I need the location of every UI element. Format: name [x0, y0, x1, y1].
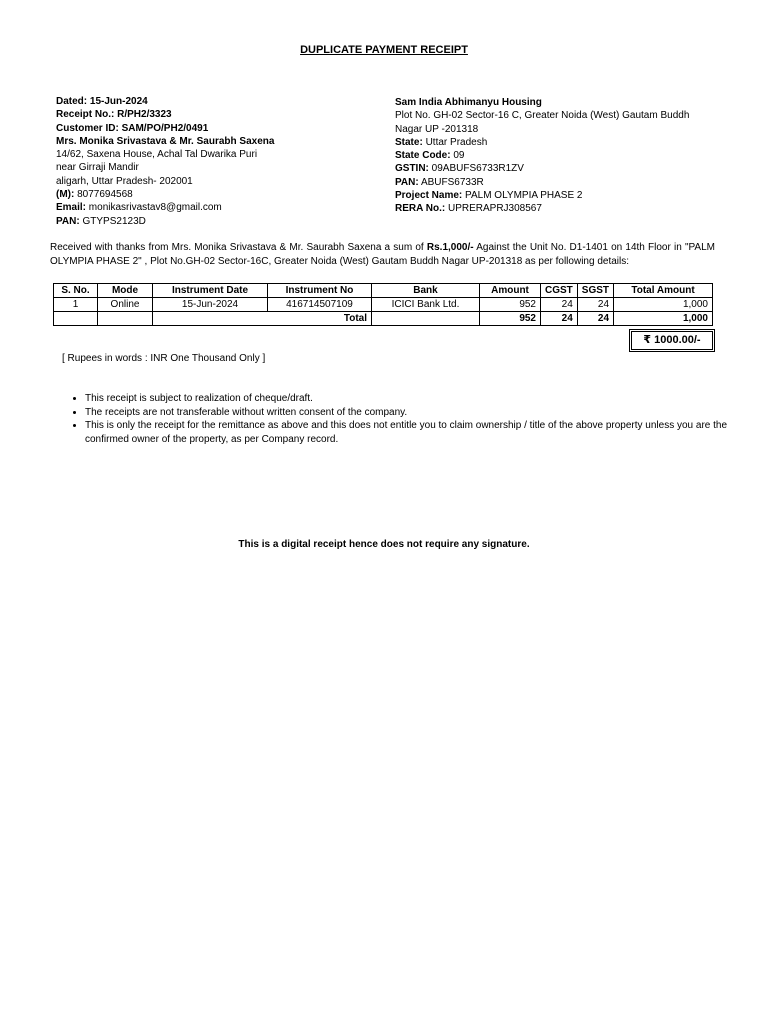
- dated-label: Dated:: [56, 96, 88, 107]
- total-label: Total: [153, 312, 372, 326]
- column-header: SGST: [577, 284, 613, 298]
- column-header: Mode: [98, 284, 153, 298]
- state-code-label: State Code:: [395, 150, 451, 162]
- table-cell: 24: [541, 298, 578, 312]
- customer-id-label: Customer ID:: [56, 122, 119, 134]
- page-title: DUPLICATE PAYMENT RECEIPT: [300, 44, 468, 56]
- receipt-paragraph: [50, 241, 715, 269]
- state-line: [395, 136, 695, 149]
- rera-value: UPRERAPRJ308567: [447, 203, 542, 215]
- table-cell: [372, 312, 480, 326]
- customer-name: Mrs. Monika Srivastava & Mr. Saurabh Saxena: [56, 135, 275, 147]
- payment-table: [53, 283, 713, 326]
- table-row: [54, 298, 713, 312]
- table-cell: 15-Jun-2024: [153, 298, 268, 312]
- dated-line: [56, 95, 376, 108]
- amount-in-words: [ Rupees in words : INR One Thousand Only ]: [62, 353, 266, 364]
- customer-id-line: [56, 122, 376, 135]
- table-total-row: [54, 312, 713, 326]
- receipt-number-line: [56, 108, 376, 121]
- table-cell: 416714507109: [268, 298, 372, 312]
- company-address: Plot No. GH-02 Sector-16 C, Greater Noida (West) Gautam Buddh Nagar UP -201318: [395, 110, 690, 135]
- boxed-total-amount: ₹ 1000.00/-: [631, 331, 713, 350]
- company-pan-value: ABUFS6733R: [420, 176, 484, 188]
- dated-value: 15-Jun-2024: [89, 96, 148, 107]
- address-line: aligarh, Uttar Pradesh- 202001: [56, 175, 193, 187]
- paragraph-amount: Rs.1,000/-: [426, 242, 474, 253]
- total-cgst: 24: [541, 312, 578, 326]
- address-line: near Girraji Mandir: [56, 162, 139, 174]
- company-details: [395, 96, 695, 216]
- column-header: Instrument Date: [153, 284, 268, 298]
- customer-id-value: SAM/PO/PH2/0491: [121, 122, 209, 134]
- paragraph-text-start: Received with thanks from Mrs. Monika Srivastava & Mr. Saurabh Saxena a sum of: [50, 242, 427, 253]
- project-value: PALM OLYMPIA PHASE 2: [465, 190, 583, 202]
- table-cell: 1: [54, 298, 98, 312]
- state-label: State:: [395, 136, 423, 148]
- gstin-label: GSTIN:: [395, 163, 429, 175]
- total-amount: 952: [480, 312, 541, 326]
- column-header: S. No.: [54, 284, 98, 298]
- table-cell: [98, 312, 153, 326]
- footer-note: This is a digital receipt hence does not require any signature.: [238, 539, 530, 550]
- table-cell: 952: [480, 298, 541, 312]
- receipt-number-value: R/PH2/3323: [117, 109, 172, 121]
- paragraph-text-end: Against the Unit No. D1-1401 on 14th Floor in "PALM OLYMPIA PHASE 2" , Plot No.GH-02 Sector-16C, Greater Noida (West) Gautam Buddh Nagar UP-201318 as per following details:: [50, 242, 715, 267]
- email-value: monikasrivastav8@gmail.com: [88, 202, 222, 214]
- customer-pan-label: PAN:: [56, 215, 80, 227]
- rera-label: RERA No.:: [395, 203, 446, 215]
- customer-details: [56, 95, 376, 228]
- column-header: Amount: [480, 284, 541, 298]
- state-code-value: 09: [453, 150, 465, 162]
- column-header: Total Amount: [614, 284, 713, 298]
- table-header-row: [54, 284, 713, 298]
- email-label: Email:: [56, 202, 87, 214]
- project-label: Project Name:: [395, 190, 463, 202]
- column-header: Instrument No: [268, 284, 372, 298]
- mobile-line: [56, 188, 376, 201]
- column-header: Bank: [372, 284, 480, 298]
- company-name: Sam India Abhimanyu Housing: [395, 97, 542, 108]
- email-line: [56, 201, 376, 214]
- gstin-value: 09ABUFS6733R1ZV: [431, 163, 524, 175]
- list-item: • The receipts are not transferable without written consent of the company.: [85, 406, 735, 420]
- list-item: • This receipt is subject to realization of cheque/draft.: [85, 392, 735, 406]
- table-cell: 1,000: [614, 298, 713, 312]
- column-header: CGST: [541, 284, 578, 298]
- list-item: • This is only the receipt for the remittance as above and this does not entitle you to claim ownership / title of the above property unless you are the confirmed owner of the property, as per Company record.: [85, 419, 735, 446]
- rera-line: [395, 202, 695, 215]
- address-line: 14/62, Saxena House, Achal Tal Dwarika Puri: [56, 149, 258, 161]
- project-line: [395, 189, 695, 202]
- gstin-line: [395, 162, 695, 175]
- mobile-value: 8077694568: [77, 189, 133, 201]
- total-total-amount: 1,000: [614, 312, 713, 326]
- table-cell: [54, 312, 98, 326]
- table-cell: 24: [577, 298, 613, 312]
- state-code-line: [395, 149, 695, 162]
- company-pan-line: [395, 176, 695, 189]
- total-sgst: 24: [577, 312, 613, 326]
- customer-pan-value: GTYPS2123D: [82, 215, 146, 227]
- customer-pan-line: [56, 215, 376, 228]
- table-cell: ICICI Bank Ltd.: [372, 298, 480, 312]
- state-value: Uttar Pradesh: [425, 136, 488, 148]
- notes-list: [63, 392, 735, 446]
- receipt-number-label: Receipt No.:: [56, 109, 115, 121]
- company-pan-label: PAN:: [395, 176, 419, 188]
- table-cell: Online: [98, 298, 153, 312]
- mobile-label: (M):: [56, 189, 75, 201]
